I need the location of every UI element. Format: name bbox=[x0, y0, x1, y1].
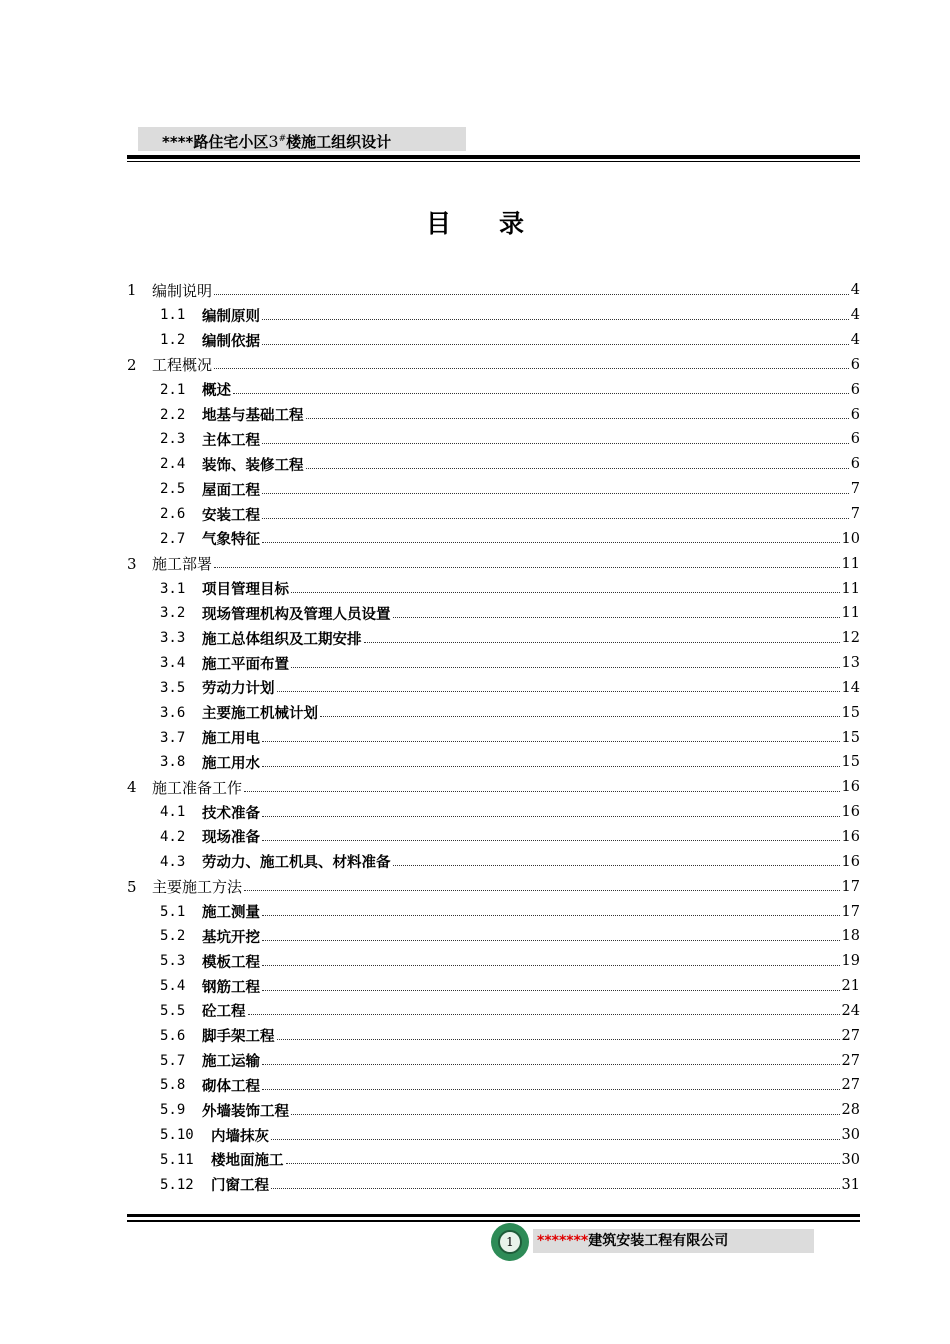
toc-entry-number: 3 bbox=[127, 554, 137, 573]
toc-entry-page: 16 bbox=[841, 779, 860, 796]
toc-entry-page: 4 bbox=[850, 332, 860, 349]
toc-entry-page: 28 bbox=[841, 1102, 860, 1119]
toc-entry-number: 5.6 bbox=[160, 1027, 186, 1044]
header-rule-thin bbox=[127, 161, 860, 163]
toc-entry-page: 6 bbox=[850, 356, 860, 373]
toc-entry-label: 现场准备 bbox=[202, 830, 260, 847]
toc-entry[interactable] bbox=[127, 874, 860, 899]
toc-entry-page: 4 bbox=[850, 282, 860, 299]
company-stars: ******* bbox=[537, 1233, 589, 1249]
toc-entry-page: 6 bbox=[850, 406, 860, 423]
toc-entry-page: 16 bbox=[841, 804, 860, 821]
toc-dot-leader bbox=[291, 592, 840, 593]
toc-entry-page: 21 bbox=[841, 978, 860, 995]
toc-dot-leader bbox=[262, 1089, 840, 1090]
header-suffix: 楼施工组织设计 bbox=[286, 133, 392, 151]
toc-entry[interactable] bbox=[127, 949, 860, 974]
toc-entry-label: 编制依据 bbox=[202, 333, 260, 350]
toc-entry-number: 4.1 bbox=[160, 804, 186, 821]
toc-entry-number: 2.2 bbox=[160, 406, 186, 423]
toc-entry-page: 17 bbox=[841, 903, 860, 920]
toc-entry-label: 钢筋工程 bbox=[202, 979, 260, 996]
toc-entry-number: 5.7 bbox=[160, 1052, 186, 1069]
toc-dot-leader bbox=[277, 691, 840, 692]
toc-entry[interactable] bbox=[127, 551, 860, 576]
toc-entry-label: 门窗工程 bbox=[211, 1178, 269, 1195]
toc-entry-label: 施工平面布置 bbox=[202, 656, 289, 673]
toc-entry-page: 11 bbox=[841, 605, 860, 622]
toc-entry-number: 5.12 bbox=[160, 1176, 194, 1193]
toc-dot-leader bbox=[393, 617, 840, 618]
toc-dot-leader bbox=[291, 667, 840, 668]
toc-entry-page: 27 bbox=[841, 1077, 860, 1094]
toc-entry[interactable] bbox=[127, 526, 860, 551]
toc-entry[interactable] bbox=[127, 750, 860, 775]
toc-entry-label: 施工总体组织及工期安排 bbox=[202, 631, 362, 648]
toc-entry-page: 27 bbox=[841, 1052, 860, 1069]
toc-dot-leader bbox=[262, 816, 840, 817]
toc-entry-number: 4.2 bbox=[160, 828, 186, 845]
toc-entry-label: 施工运输 bbox=[202, 1054, 260, 1071]
toc-entry[interactable] bbox=[127, 998, 860, 1023]
toc-entry-label: 安装工程 bbox=[202, 507, 260, 524]
toc-entry-number: 3.3 bbox=[160, 630, 186, 647]
toc-dot-leader bbox=[286, 1163, 840, 1164]
toc-entry[interactable] bbox=[127, 974, 860, 999]
table-of-contents bbox=[127, 278, 860, 1197]
toc-entry-label: 现场管理机构及管理人员设置 bbox=[202, 606, 391, 623]
toc-entry-number: 2.1 bbox=[160, 381, 186, 398]
toc-entry[interactable] bbox=[127, 1048, 860, 1073]
toc-entry-page: 30 bbox=[841, 1127, 860, 1144]
footer-rule-thick bbox=[127, 1214, 860, 1217]
toc-entry[interactable] bbox=[127, 775, 860, 800]
header-prefix: ****路住宅小区 bbox=[162, 133, 269, 151]
toc-entry-page: 31 bbox=[841, 1176, 860, 1193]
toc-entry[interactable] bbox=[127, 601, 860, 626]
toc-entry-number: 5.8 bbox=[160, 1077, 186, 1094]
toc-entry-number: 2 bbox=[127, 355, 137, 374]
toc-entry-label: 概述 bbox=[202, 383, 231, 400]
toc-entry-page: 16 bbox=[841, 828, 860, 845]
toc-entry-page: 14 bbox=[841, 679, 860, 696]
toc-entry[interactable] bbox=[127, 725, 860, 750]
page-number: 1 bbox=[498, 1230, 522, 1254]
toc-dot-leader bbox=[262, 344, 849, 345]
toc-entry[interactable] bbox=[127, 626, 860, 651]
toc-dot-leader bbox=[214, 294, 849, 295]
toc-dot-leader bbox=[320, 716, 840, 717]
toc-entry-label: 外墙装饰工程 bbox=[202, 1103, 289, 1120]
toc-entry-label: 施工用电 bbox=[202, 731, 260, 748]
toc-entry-label: 施工准备工作 bbox=[152, 778, 243, 797]
toc-entry-number: 5.4 bbox=[160, 978, 186, 995]
toc-entry-number: 4 bbox=[127, 778, 137, 797]
header-building-sup: # bbox=[278, 134, 287, 144]
toc-dot-leader bbox=[306, 468, 849, 469]
toc-entry-number: 2.7 bbox=[160, 530, 186, 547]
toc-entry-number: 3.6 bbox=[160, 704, 186, 721]
toc-entry[interactable] bbox=[127, 700, 860, 725]
toc-entry-page: 11 bbox=[841, 555, 860, 572]
toc-entry-page: 16 bbox=[841, 853, 860, 870]
toc-entry-label: 主要施工方法 bbox=[152, 878, 243, 897]
toc-entry-label: 劳动力计划 bbox=[202, 681, 275, 698]
toc-dot-leader bbox=[262, 518, 849, 519]
toc-entry-label: 楼地面施工 bbox=[211, 1153, 284, 1170]
page-number-badge bbox=[491, 1223, 529, 1261]
toc-entry-label: 脚手架工程 bbox=[202, 1029, 275, 1046]
toc-entry-label: 编制原则 bbox=[202, 308, 260, 325]
toc-dot-leader bbox=[306, 418, 849, 419]
toc-entry-number: 3.7 bbox=[160, 729, 186, 746]
document-header bbox=[138, 127, 466, 151]
toc-entry-label: 砼工程 bbox=[202, 1004, 246, 1021]
toc-entry-label: 工程概况 bbox=[152, 356, 213, 375]
toc-entry-page: 15 bbox=[841, 754, 860, 771]
toc-dot-leader bbox=[244, 890, 840, 891]
toc-entry[interactable] bbox=[127, 353, 860, 378]
toc-entry[interactable] bbox=[127, 1123, 860, 1148]
toc-entry-label: 施工测量 bbox=[202, 905, 260, 922]
toc-entry-label: 施工部署 bbox=[152, 555, 213, 574]
toc-entry-number: 3.4 bbox=[160, 655, 186, 672]
toc-dot-leader bbox=[214, 567, 840, 568]
toc-entry-number: 5.1 bbox=[160, 903, 186, 920]
header-building-number: 3 bbox=[268, 132, 279, 151]
toc-entry-label: 内墙抹灰 bbox=[211, 1128, 269, 1145]
toc-dot-leader bbox=[262, 840, 840, 841]
toc-entry-page: 18 bbox=[841, 928, 860, 945]
toc-dot-leader bbox=[244, 791, 840, 792]
toc-entry-page: 30 bbox=[841, 1151, 860, 1168]
toc-entry[interactable] bbox=[127, 427, 860, 452]
toc-dot-leader bbox=[262, 915, 840, 916]
toc-entry[interactable] bbox=[127, 1172, 860, 1197]
toc-entry-number: 1.2 bbox=[160, 332, 186, 349]
toc-entry-label: 地基与基础工程 bbox=[202, 408, 304, 425]
toc-dot-leader bbox=[262, 542, 840, 543]
toc-entry-page: 27 bbox=[841, 1027, 860, 1044]
footer-rule-thin bbox=[127, 1220, 860, 1222]
page-title: 目录 bbox=[425, 209, 572, 238]
toc-entry[interactable] bbox=[127, 1073, 860, 1098]
toc-entry-number: 2.3 bbox=[160, 431, 186, 448]
toc-entry-page: 19 bbox=[841, 953, 860, 970]
toc-entry-number: 1.1 bbox=[160, 307, 186, 324]
toc-dot-leader bbox=[277, 1039, 840, 1040]
toc-entry-page: 15 bbox=[841, 729, 860, 746]
toc-dot-leader bbox=[214, 368, 849, 369]
toc-entry-label: 主要施工机械计划 bbox=[202, 706, 318, 723]
toc-entry-number: 1 bbox=[127, 281, 137, 300]
company-footer bbox=[533, 1229, 814, 1253]
toc-entry[interactable] bbox=[127, 676, 860, 701]
toc-dot-leader bbox=[271, 1139, 840, 1140]
toc-entry[interactable] bbox=[127, 899, 860, 924]
toc-dot-leader bbox=[262, 1064, 840, 1065]
toc-dot-leader bbox=[262, 443, 849, 444]
toc-entry-page: 6 bbox=[850, 456, 860, 473]
toc-entry[interactable] bbox=[127, 278, 860, 303]
toc-entry-number: 5.2 bbox=[160, 928, 186, 945]
toc-entry[interactable] bbox=[127, 924, 860, 949]
toc-entry-label: 装饰、装修工程 bbox=[202, 457, 304, 474]
toc-entry[interactable] bbox=[127, 328, 860, 353]
toc-entry-label: 施工用水 bbox=[202, 755, 260, 772]
toc-entry-page: 12 bbox=[841, 630, 860, 647]
toc-entry-label: 气象特征 bbox=[202, 532, 260, 549]
toc-entry[interactable] bbox=[127, 576, 860, 601]
toc-entry-number: 2.4 bbox=[160, 456, 186, 473]
toc-entry-page: 11 bbox=[841, 580, 860, 597]
toc-entry-number: 5.3 bbox=[160, 953, 186, 970]
toc-entry[interactable] bbox=[127, 1023, 860, 1048]
toc-entry-number: 5 bbox=[127, 877, 137, 896]
company-name: 建筑安装工程有限公司 bbox=[588, 1233, 729, 1249]
toc-entry-number: 5.9 bbox=[160, 1102, 186, 1119]
toc-dot-leader bbox=[271, 1188, 840, 1189]
toc-dot-leader bbox=[393, 865, 840, 866]
toc-entry-label: 基坑开挖 bbox=[202, 929, 260, 946]
toc-entry-label: 屋面工程 bbox=[202, 482, 260, 499]
toc-dot-leader bbox=[262, 319, 849, 320]
toc-entry-label: 砌体工程 bbox=[202, 1078, 260, 1095]
toc-entry-label: 劳动力、施工机具、材料准备 bbox=[202, 855, 391, 872]
toc-dot-leader bbox=[364, 642, 840, 643]
toc-entry-label: 编制说明 bbox=[152, 281, 213, 300]
toc-entry-page: 6 bbox=[850, 381, 860, 398]
toc-entry[interactable] bbox=[127, 402, 860, 427]
toc-entry-page: 7 bbox=[850, 481, 860, 498]
toc-dot-leader bbox=[262, 965, 840, 966]
toc-entry[interactable] bbox=[127, 849, 860, 874]
toc-dot-leader bbox=[262, 766, 840, 767]
toc-entry[interactable] bbox=[127, 502, 860, 527]
toc-entry[interactable] bbox=[127, 825, 860, 850]
toc-dot-leader bbox=[248, 1014, 840, 1015]
toc-entry-number: 3.2 bbox=[160, 605, 186, 622]
toc-entry-number: 4.3 bbox=[160, 853, 186, 870]
toc-entry-page: 17 bbox=[841, 878, 860, 895]
toc-dot-leader bbox=[233, 393, 849, 394]
toc-entry-page: 4 bbox=[850, 307, 860, 324]
toc-entry-number: 5.10 bbox=[160, 1127, 194, 1144]
toc-entry-label: 模板工程 bbox=[202, 954, 260, 971]
toc-entry[interactable] bbox=[127, 303, 860, 328]
toc-entry-number: 2.6 bbox=[160, 506, 186, 523]
toc-dot-leader bbox=[291, 1114, 840, 1115]
toc-dot-leader bbox=[262, 493, 849, 494]
toc-entry[interactable] bbox=[127, 452, 860, 477]
toc-entry-number: 5.11 bbox=[160, 1151, 194, 1168]
toc-entry[interactable] bbox=[127, 377, 860, 402]
toc-entry[interactable] bbox=[127, 1098, 860, 1123]
toc-entry-page: 10 bbox=[841, 530, 860, 547]
toc-entry-page: 24 bbox=[841, 1002, 860, 1019]
toc-entry-page: 13 bbox=[841, 655, 860, 672]
header-rule-thick bbox=[127, 155, 860, 159]
toc-entry[interactable] bbox=[127, 1148, 860, 1173]
toc-dot-leader bbox=[262, 940, 840, 941]
toc-entry-label: 主体工程 bbox=[202, 432, 260, 449]
toc-entry[interactable] bbox=[127, 800, 860, 825]
toc-entry-number: 5.5 bbox=[160, 1002, 186, 1019]
toc-entry-number: 2.5 bbox=[160, 481, 186, 498]
toc-entry-number: 3.1 bbox=[160, 580, 186, 597]
toc-entry-page: 7 bbox=[850, 506, 860, 523]
toc-entry-label: 技术准备 bbox=[202, 805, 260, 822]
toc-dot-leader bbox=[262, 741, 840, 742]
toc-entry[interactable] bbox=[127, 477, 860, 502]
toc-entry[interactable] bbox=[127, 651, 860, 676]
toc-dot-leader bbox=[262, 990, 840, 991]
toc-entry-page: 6 bbox=[850, 431, 860, 448]
toc-entry-label: 项目管理目标 bbox=[202, 582, 289, 599]
toc-entry-page: 15 bbox=[841, 704, 860, 721]
toc-entry-number: 3.5 bbox=[160, 679, 186, 696]
toc-entry-number: 3.8 bbox=[160, 754, 186, 771]
